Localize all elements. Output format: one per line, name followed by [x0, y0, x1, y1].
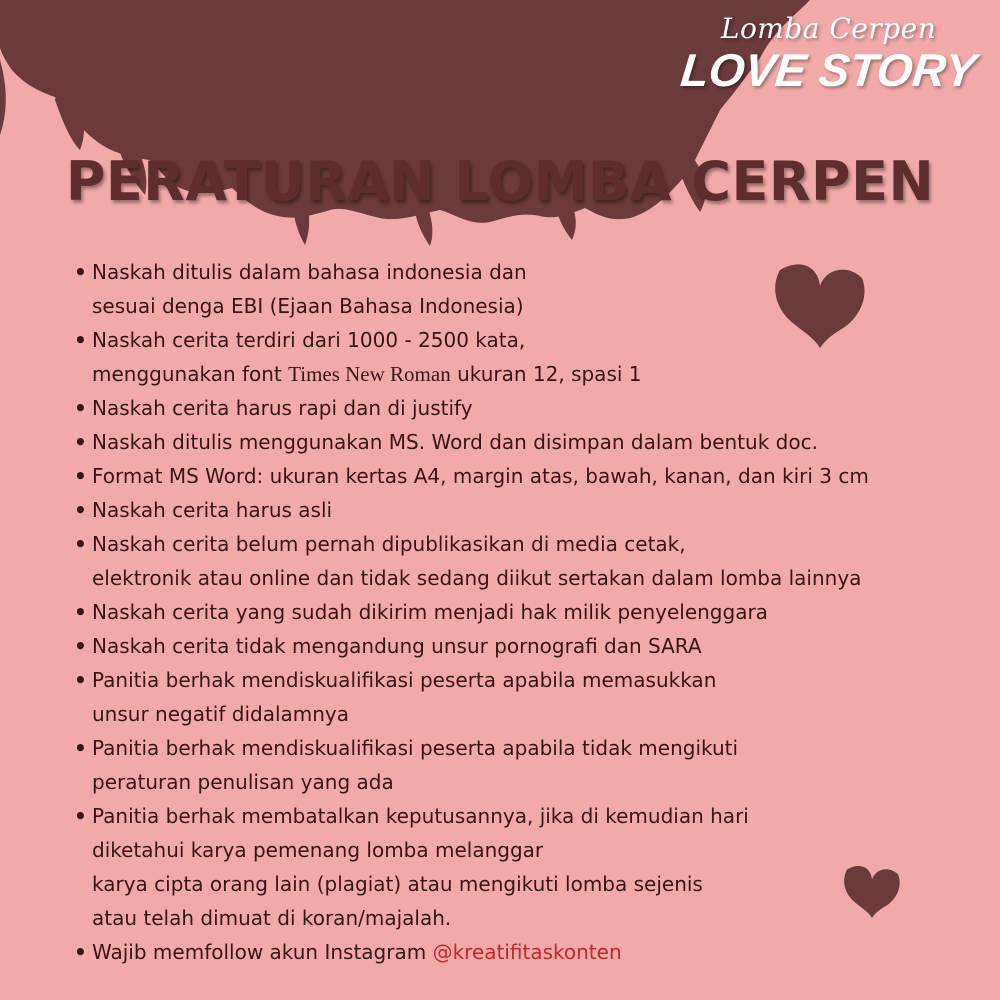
rule-text-before: menggunakan font [92, 362, 289, 386]
rule-text: • Naskah cerita belum pernah dipublikasikan di media cetak, [92, 532, 686, 556]
page-title: PERATURAN LOMBA CERPEN [65, 150, 935, 213]
rule-item [72, 731, 982, 799]
rule-text: elektronik atau online dan tidak sedang diikut sertakan dalam lomba lainnya [92, 566, 862, 590]
rule-item [72, 799, 982, 935]
rule-text: • Naskah cerita harus rapi dan di justify [92, 396, 473, 420]
rule-text: karya cipta orang lain (plagiat) atau mengikuti lomba sejenis [92, 872, 703, 896]
rule-item [72, 323, 982, 391]
rule-text: • Panitia berhak membatalkan keputusannya, jika di kemudian hari [92, 804, 749, 828]
rule-item [72, 935, 982, 969]
rule-text: • Naskah ditulis menggunakan MS. Word dan disimpan dalam bentuk doc. [92, 430, 818, 454]
rule-text: • Naskah ditulis dalam bahasa indonesia dan [92, 260, 527, 284]
rule-text-after: ukuran 12, spasi 1 [450, 362, 642, 386]
rule-text: diketahui karya pemenang lomba melanggar [92, 838, 544, 862]
rule-text-font [92, 357, 982, 391]
rule-text: sesuai denga EBI (Ejaan Bahasa Indonesia) [92, 294, 524, 318]
follow-text: Wajib memfollow akun Instagram [92, 940, 433, 964]
rule-text: • Format MS Word: ukuran kertas A4, margin atas, bawah, kanan, dan kiri 3 cm [92, 464, 869, 488]
rule-item [72, 493, 982, 527]
rule-item [72, 391, 982, 425]
rule-item [72, 595, 982, 629]
rule-item [72, 425, 982, 459]
rule-text: • Naskah cerita tidak mengandung unsur pornografi dan SARA [92, 634, 702, 658]
rule-text: • Naskah cerita harus asli [92, 498, 333, 522]
rule-text: • Naskah cerita yang sudah dikirim menjadi hak milik penyelenggara [92, 600, 768, 624]
brand-logo [678, 12, 979, 96]
rule-text: • Panitia berhak mendiskualifikasi peserta apabila tidak mengikuti [92, 736, 739, 760]
instagram-handle-link[interactable]: @kreatifitaskonten [432, 940, 622, 964]
rule-text: • Naskah cerita terdiri dari 1000 - 2500 kata, [92, 328, 526, 352]
rule-item [72, 663, 982, 731]
rule-item [72, 459, 982, 493]
rules-list [72, 255, 982, 969]
rule-text-follow [92, 935, 982, 969]
rule-text: peraturan penulisan yang ada [92, 770, 394, 794]
brand-title-text: LOVE STORY [678, 44, 979, 96]
rule-item [72, 255, 982, 323]
rule-text: unsur negatif didalamnya [92, 702, 350, 726]
rule-item [72, 527, 982, 595]
brand-script-text: Lomba Cerpen [720, 12, 937, 45]
rule-item [72, 629, 982, 663]
font-name: Times New Roman [288, 362, 451, 386]
rule-text: atau telah dimuat di koran/majalah. [92, 906, 452, 930]
rule-text: • Panitia berhak mendiskualifikasi peserta apabila memasukkan [92, 668, 717, 692]
